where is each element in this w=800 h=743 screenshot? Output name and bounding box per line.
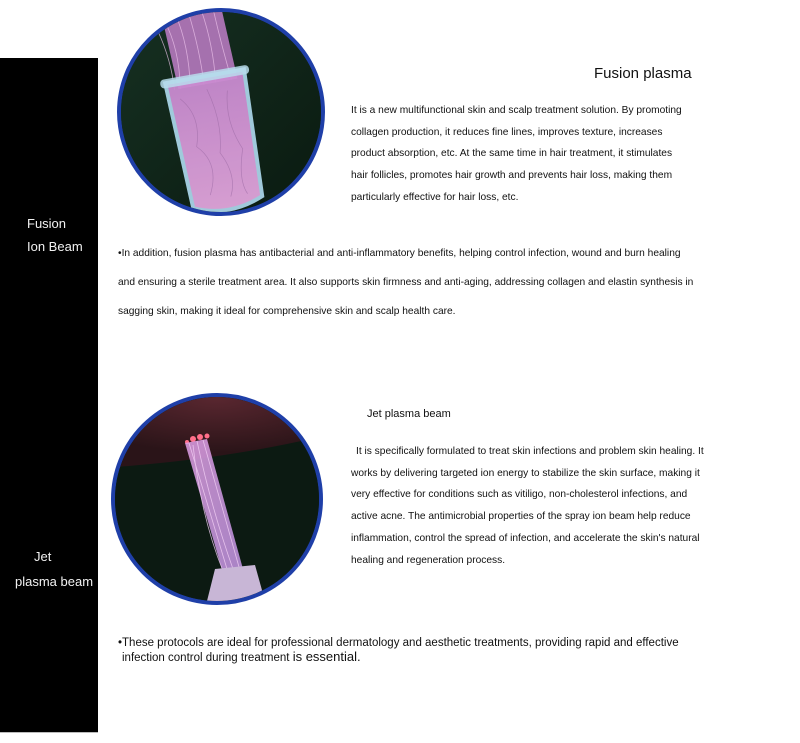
jet-intro-line: healing and regeneration process.	[351, 554, 506, 566]
jet-plasma-intro	[351, 441, 751, 571]
fusion-plasma-illustration	[121, 12, 321, 212]
fusion-plasma-intro	[351, 100, 751, 209]
jet-intro-line: inflammation, control the spread of infection, and accelerate the skin's natural	[351, 532, 700, 544]
jet-intro-line: very effective for conditions such as vitiligo, non-cholesterol infections, and	[351, 489, 688, 501]
closing-line-2-end: is essential.	[292, 649, 361, 664]
sidebar-label-jet-line1: Jet	[34, 549, 52, 564]
fusion-plasma-image	[117, 8, 325, 216]
sidebar-label-fusion-line2: Ion Beam	[27, 239, 83, 254]
closing-line-1: •These protocols are ideal for professional dermatology and aesthetic treatments, providing rapid and effective	[118, 637, 679, 649]
jet-intro-line: It is specifically formulated to treat skin infections and problem skin healing. It	[356, 446, 704, 457]
fusion-detail-line: and ensuring a sterile treatment area. It also supports skin firmness and anti-aging, addressing collagen and elastin synthesis in	[118, 277, 694, 288]
jet-plasma-image	[111, 393, 323, 605]
sidebar-label-jet-line2: plasma beam	[15, 574, 94, 589]
fusion-intro-line: hair follicles, promotes hair growth and prevents hair loss, making them	[351, 170, 673, 182]
sidebar-block-jet	[0, 393, 98, 733]
jet-plasma-illustration	[115, 397, 319, 601]
sidebar-block-fusion	[0, 58, 98, 394]
fusion-detail-line: •In addition, fusion plasma has antibacterial and anti-inflammatory benefits, helping control infection, wound and burn healing	[118, 248, 681, 259]
fusion-intro-line: It is a new multifunctional skin and scalp treatment solution. By promoting	[351, 105, 682, 116]
jet-plasma-title: Jet plasma beam	[367, 408, 451, 420]
fusion-intro-line: collagen production, it reduces fine lines, improves texture, increases	[351, 126, 663, 138]
sidebar-label-fusion-line1: Fusion	[27, 216, 67, 231]
fusion-plasma-details	[118, 239, 798, 326]
fusion-detail-line: sagging skin, making it ideal for comprehensive skin and scalp health care.	[118, 306, 456, 317]
closing-line-2-start: infection control during treatment	[122, 652, 293, 664]
fusion-plasma-title: Fusion plasma	[594, 65, 692, 82]
closing-line-2	[118, 650, 798, 665]
fusion-intro-line: particularly effective for hair loss, etc.	[351, 191, 519, 203]
jet-intro-line: active acne. The antimicrobial properties of the spray ion beam help reduce	[351, 511, 691, 523]
fusion-intro-line: product absorption, etc. At the same time in hair treatment, it stimulates	[351, 148, 673, 160]
closing-statement	[118, 637, 798, 665]
jet-intro-line: works by delivering targeted ion energy to stabilize the skin surface, making it	[351, 467, 700, 479]
